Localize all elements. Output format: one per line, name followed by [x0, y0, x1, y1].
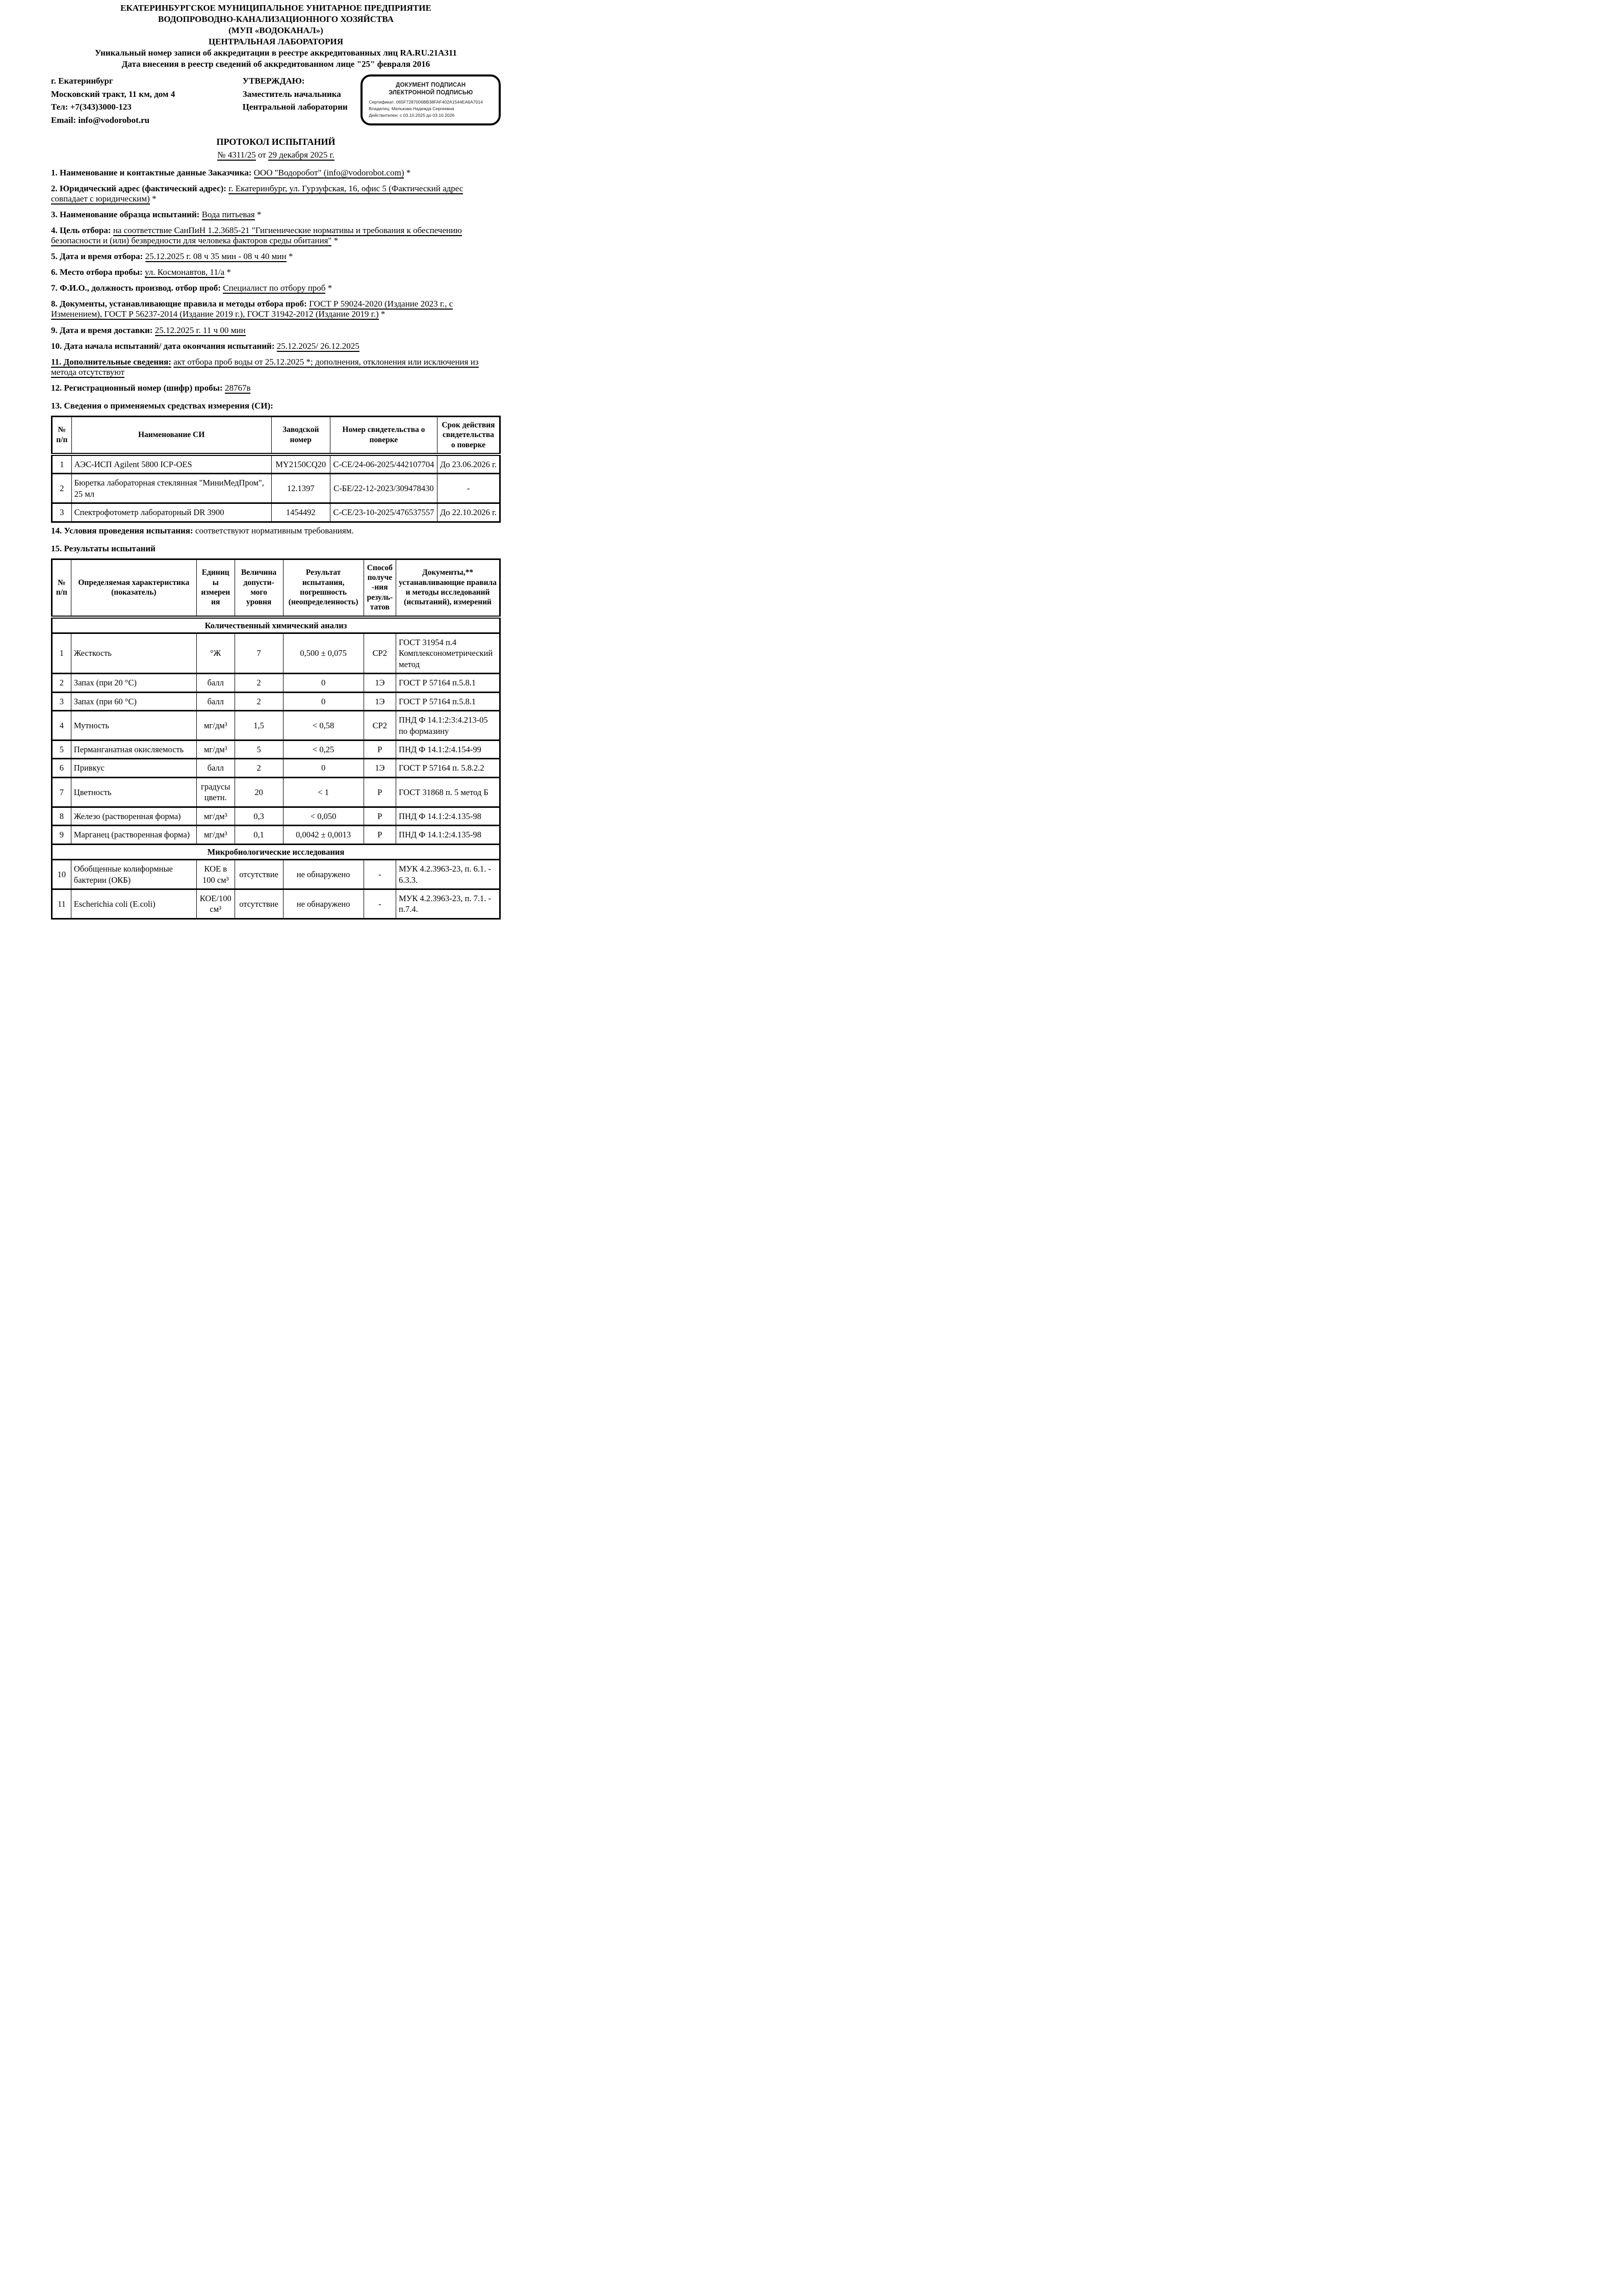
table-cell: Спектрофотометр лабораторный DR 3900	[71, 503, 271, 522]
protocol-date: 29 декабря 2025 г.	[268, 150, 334, 160]
table-cell: Привкус	[71, 759, 196, 777]
table-row	[52, 454, 500, 474]
item-footnote-mark: *	[378, 309, 385, 319]
item-value: 25.12.2025/ 26.12.2025	[276, 341, 359, 351]
section-band-label: Количественный химический анализ	[52, 617, 500, 633]
contact-address: Московский тракт, 11 км, дом 4	[51, 89, 175, 99]
table-cell: -	[437, 474, 500, 503]
column-header: Определяемая характеристика (показатель)	[71, 559, 196, 617]
contact-phone: Тел: +7(343)3000-123	[51, 102, 132, 112]
stamp-owner: Владелец: Милькова Надежда Сергеевна	[369, 106, 454, 112]
table-cell: мг/дм³	[196, 741, 235, 759]
table-cell: отсутствие	[235, 889, 283, 919]
table-cell: 0,500 ± 0,075	[283, 633, 364, 673]
protocol-item-12	[51, 383, 501, 393]
item-footnote-mark: *	[224, 267, 231, 277]
registry-date-line: Дата внесения в реестр сведений об аккредитованном лице "25" февраля 2016	[121, 59, 430, 69]
column-header: Срок действия свидетельства о поверке	[437, 416, 500, 454]
table-cell: мг/дм³	[196, 826, 235, 844]
item-label: 3. Наименование образца испытаний:	[51, 210, 200, 220]
item-value: 25.12.2025 г. 11 ч 00 мин	[154, 325, 246, 335]
table-cell: С-СЕ/23-10-2025/476537557	[330, 503, 437, 522]
table-cell: Р	[364, 741, 396, 759]
column-header: Единицы измерения	[196, 559, 235, 617]
contact-city: г. Екатеринбург	[51, 76, 113, 86]
protocol-item-3	[51, 210, 501, 220]
table-cell: < 0,050	[283, 807, 364, 825]
approval-block	[243, 74, 361, 114]
table-row	[52, 807, 500, 825]
table-cell: 0	[283, 674, 364, 692]
item-value: Специалист по отбору проб	[223, 283, 326, 293]
protocol-item-1	[51, 168, 501, 178]
approval-position-line-1: Заместитель начальника	[242, 89, 341, 99]
table-cell: МУК 4.2.3963-23, п. 7.1. - п.7.4.	[396, 889, 500, 919]
item-footnote-mark: *	[404, 168, 411, 177]
table-row	[52, 474, 500, 503]
protocol-item-8	[51, 299, 501, 319]
table-cell: градусы цветн.	[196, 777, 235, 807]
item-value: ГОСТ Р 59024-2020 (Издание 2023 г., с Изменением), ГОСТ Р 56237-2014 (Издание 2019 г.), ГОСТ 31942-2012 (Издание 2019 г.)	[51, 299, 453, 319]
table-cell: Обобщенные колиформные бактерии (ОКБ)	[71, 860, 196, 889]
protocol-item-4	[51, 225, 501, 246]
table-row	[52, 826, 500, 844]
table-cell: До 22.10.2026 г.	[437, 503, 500, 522]
table-cell: Р	[364, 777, 396, 807]
results-section-title: 15. Результаты испытаний	[51, 543, 156, 553]
item-label: 6. Место отбора пробы:	[51, 267, 143, 277]
document-body	[51, 0, 501, 920]
table-row	[52, 503, 500, 522]
protocol-number-line	[51, 150, 501, 160]
section-band-label: Микробиологические исследования	[52, 844, 500, 859]
approval-title: УТВЕРЖДАЮ:	[242, 76, 305, 86]
table-row	[52, 692, 500, 710]
chemical-analysis-rows	[52, 633, 500, 844]
table-cell: 2	[235, 692, 283, 710]
item-value: на соответствие СанПиН 1.2.3685-21 "Гигиенические нормативы и требования к обеспечению безопасности и (или) безвредности для человека факторов среды обитания"	[51, 225, 462, 246]
table-cell: Марганец (растворенная форма)	[71, 826, 196, 844]
table-cell: С-СЕ/24-06-2025/442107704	[330, 454, 437, 474]
stamp-details	[369, 99, 493, 119]
section-band-row	[52, 617, 500, 633]
item-label: 10. Дата начала испытаний/ дата окончания испытаний:	[51, 341, 275, 351]
results-table-header	[52, 559, 500, 617]
protocol-item-11	[51, 357, 501, 377]
item-footnote-mark: *	[149, 194, 157, 204]
table-cell: АЭС-ИСП Agilent 5800 ICP-OES	[71, 454, 271, 474]
protocol-item-2	[51, 184, 501, 204]
table-row	[52, 777, 500, 807]
item-value: соответствуют нормативным требованиям.	[195, 525, 354, 535]
table-cell: ПНД Ф 14.1:2:4.154-99	[396, 741, 500, 759]
column-header: Наименование СИ	[71, 416, 271, 454]
table-cell: 9	[52, 826, 71, 844]
table-cell: ПНД Ф 14.1:2:3:4.213-05 по формазину	[396, 711, 500, 741]
table-row	[52, 759, 500, 777]
scanned-protocol-page	[0, 0, 541, 920]
table-row	[52, 860, 500, 889]
table-cell: ГОСТ 31954 п.4 Комплексонометрический метод	[396, 633, 500, 673]
table-cell: 3	[52, 503, 72, 522]
contact-email: Email: info@vodorobot.ru	[51, 115, 150, 125]
table-cell: ГОСТ 31868 п. 5 метод Б	[396, 777, 500, 807]
table-cell: 2	[235, 759, 283, 777]
table-cell: 0,0042 ± 0,0013	[283, 826, 364, 844]
table-cell: 1,5	[235, 711, 283, 741]
table-row	[52, 633, 500, 673]
table-cell: ПНД Ф 14.1:2:4.135-98	[396, 826, 500, 844]
table-cell: не обнаружено	[283, 860, 364, 889]
column-header: № п/п	[52, 416, 72, 454]
approval-position-line-2: Центральной лаборатории	[242, 102, 348, 112]
column-header: Способ получе-ния резуль-татов	[364, 559, 396, 617]
table-cell: не обнаружено	[283, 889, 364, 919]
table-cell: балл	[196, 759, 235, 777]
item-footnote-mark: *	[254, 210, 262, 220]
protocol-item-14	[51, 526, 501, 536]
item-footnote-mark: *	[325, 283, 332, 293]
microbiology-rows	[52, 860, 500, 919]
table-cell: 10	[52, 860, 71, 889]
table-cell: Цветность	[71, 777, 196, 807]
contact-block	[51, 74, 211, 126]
table-cell: 2	[52, 674, 71, 692]
stamp-title-line-2: ЭЛЕКТРОННОЙ ПОДПИСЬЮ	[388, 89, 473, 96]
item-label: 1. Наименование и контактные данные Заказчика:	[51, 168, 252, 177]
table-cell: КОЕ в 100 см³	[196, 860, 235, 889]
table-cell: < 0,58	[283, 711, 364, 741]
protocol-item-10	[51, 341, 501, 351]
table-cell: Бюретка лабораторная стеклянная "МиниМедПром", 25 мл	[71, 474, 271, 503]
table-cell: 11	[52, 889, 71, 919]
item-value: ООО "Водоробот" (info@vodorobot.com)	[253, 168, 404, 177]
org-name-line-2: ВОДОПРОВОДНО-КАНАЛИЗАЦИОННОГО ХОЗЯЙСТВА	[158, 14, 394, 24]
table-cell: ГОСТ Р 57164 п. 5.8.2.2	[396, 759, 500, 777]
item-value: г. Екатеринбург, ул. Гурзуфская, 16, офис 5 (Фактический адрес совпадает с юридическим)	[51, 184, 463, 204]
stamp-certificate: Сертификат: 065F7287006BB38FAF402A1544EA6A7014	[369, 99, 483, 105]
table-header-row	[52, 416, 500, 454]
microbiology-band	[52, 844, 500, 859]
table-row	[52, 741, 500, 759]
item-value: акт отбора проб воды от 25.12.2025 *; дополнения, отклонения или исключения из метода отсутствуют	[51, 356, 479, 377]
table-cell: 1Э	[364, 759, 396, 777]
table-cell: 0	[283, 759, 364, 777]
table-cell: 1Э	[364, 692, 396, 710]
column-header: Заводской номер	[271, 416, 330, 454]
table-row	[52, 889, 500, 919]
results-table	[51, 558, 501, 920]
si-table	[51, 416, 501, 523]
table-row	[52, 674, 500, 692]
table-cell: ГОСТ Р 57164 п.5.8.1	[396, 692, 500, 710]
table-cell: ГОСТ Р 57164 п.5.8.1	[396, 674, 500, 692]
protocol-item-9	[51, 325, 501, 336]
table-cell: 4	[52, 711, 71, 741]
item-value: Вода питьевая	[201, 210, 255, 220]
si-section-title: 13. Сведения о применяемых средствах измерения (СИ):	[51, 400, 273, 411]
table-cell: МУК 4.2.3963-23, п. 6.1. - 6.3.3.	[396, 860, 500, 889]
protocol-number-separator: от	[255, 150, 268, 160]
item-label: 14. Условия проведения испытания:	[51, 525, 193, 535]
table-cell: Escherichia coli (E.coli)	[71, 889, 196, 919]
item-label: 11. Дополнительные сведения:	[51, 356, 171, 367]
table-cell: Перманганатная окисляемость	[71, 741, 196, 759]
table-cell: 0,1	[235, 826, 283, 844]
column-header: Величина допусти-мого уровня	[235, 559, 283, 617]
org-name-line-4: ЦЕНТРАЛЬНАЯ ЛАБОРАТОРИЯ	[208, 37, 344, 46]
item-label: 2. Юридический адрес (фактический адрес):	[51, 184, 226, 194]
item-value: ул. Космонавтов, 11/а	[145, 267, 225, 277]
table-cell: 7	[235, 633, 283, 673]
item-value: 25.12.2025 г. 08 ч 35 мин - 08 ч 40 мин	[145, 251, 287, 262]
table-cell: 0,3	[235, 807, 283, 825]
table-cell: 2	[52, 474, 72, 503]
table-cell: Железо (растворенная форма)	[71, 807, 196, 825]
table-cell: мг/дм³	[196, 807, 235, 825]
table-cell: 5	[52, 741, 71, 759]
item-value: 28767в	[224, 382, 251, 393]
protocol-item-7	[51, 283, 501, 293]
table-cell: СР2	[364, 711, 396, 741]
table-cell: 0	[283, 692, 364, 710]
stamp-validity: Действителен: с 03.10.2025 до 03.10.2026	[369, 113, 455, 118]
table-cell: < 1	[283, 777, 364, 807]
table-cell: ПНД Ф 14.1:2:4.135-98	[396, 807, 500, 825]
item-footnote-mark: *	[331, 236, 339, 246]
item-label: 5. Дата и время отбора:	[51, 251, 143, 262]
table-cell: 2	[235, 674, 283, 692]
table-cell: Запах (при 60 °С)	[71, 692, 196, 710]
table-cell: КОЕ/100 см³	[196, 889, 235, 919]
table-row	[52, 711, 500, 741]
table-cell: С-БЕ/22-12-2023/309478430	[330, 474, 437, 503]
chemical-analysis-band	[52, 617, 500, 633]
table-cell: Р	[364, 826, 396, 844]
table-cell: < 0,25	[283, 741, 364, 759]
table-cell: 1Э	[364, 674, 396, 692]
accreditation-line: Уникальный номер записи об аккредитации в реестре аккредитованных лиц RA.RU.21A311	[95, 48, 457, 58]
table-cell: Жесткость	[71, 633, 196, 673]
item-label: 9. Дата и время доставки:	[51, 325, 153, 335]
stamp-title	[369, 82, 493, 97]
table-cell: 7	[52, 777, 71, 807]
table-cell: 8	[52, 807, 71, 825]
org-header	[51, 3, 501, 70]
protocol-title: ПРОТОКОЛ ИСПЫТАНИЙ	[216, 137, 336, 147]
table-cell: Запах (при 20 °С)	[71, 674, 196, 692]
table-cell: балл	[196, 674, 235, 692]
table-cell: Р	[364, 807, 396, 825]
section-band-row	[52, 844, 500, 859]
item-label: 7. Ф.И.О., должность производ. отбор проб:	[51, 283, 221, 293]
table-header-row	[52, 559, 500, 617]
table-cell: 5	[235, 741, 283, 759]
table-cell: До 23.06.2026 г.	[437, 454, 500, 474]
table-cell: мг/дм³	[196, 711, 235, 741]
item-label: 4. Цель отбора:	[51, 225, 111, 236]
table-cell: MY2150CQ20	[271, 454, 330, 474]
table-cell: -	[364, 860, 396, 889]
stamp-title-line-1: ДОКУМЕНТ ПОДПИСАН	[396, 82, 466, 88]
table-cell: Мутность	[71, 711, 196, 741]
protocol-number: № 4311/25	[217, 150, 256, 160]
si-table-body	[52, 454, 500, 522]
column-header: Документы,** устанавливающие правила и методы исследований (испытаний), измерений	[396, 559, 500, 617]
table-cell: балл	[196, 692, 235, 710]
table-cell: 1	[52, 454, 72, 474]
org-name-line-1: ЕКАТЕРИНБУРГСКОЕ МУНИЦИПАЛЬНОЕ УНИТАРНОЕ ПРЕДПРИЯТИЕ	[120, 3, 431, 13]
table-cell: 1454492	[271, 503, 330, 522]
table-cell: °Ж	[196, 633, 235, 673]
item-footnote-mark: *	[286, 251, 293, 262]
column-header: № п/п	[52, 559, 71, 617]
info-row	[51, 74, 501, 126]
table-cell: 6	[52, 759, 71, 777]
column-header: Результат испытания, погрешность (неопределенность)	[283, 559, 364, 617]
table-cell: СР2	[364, 633, 396, 673]
table-cell: 1	[52, 633, 71, 673]
column-header: Номер свидетельства о поверке	[330, 416, 437, 454]
org-name-line-3: (МУП «ВОДОКАНАЛ»)	[228, 25, 323, 35]
table-cell: -	[364, 889, 396, 919]
protocol-item-5	[51, 251, 501, 262]
item-label: 8. Документы, устанавливающие правила и методы отбора проб:	[51, 299, 307, 309]
table-cell: 20	[235, 777, 283, 807]
item-label: 12. Регистрационный номер (шифр) пробы:	[51, 382, 223, 393]
table-cell: отсутствие	[235, 860, 283, 889]
protocol-item-6	[51, 267, 501, 277]
digital-signature-stamp	[360, 74, 501, 125]
table-cell: 3	[52, 692, 71, 710]
table-cell: 12.1397	[271, 474, 330, 503]
si-table-header	[52, 416, 500, 454]
